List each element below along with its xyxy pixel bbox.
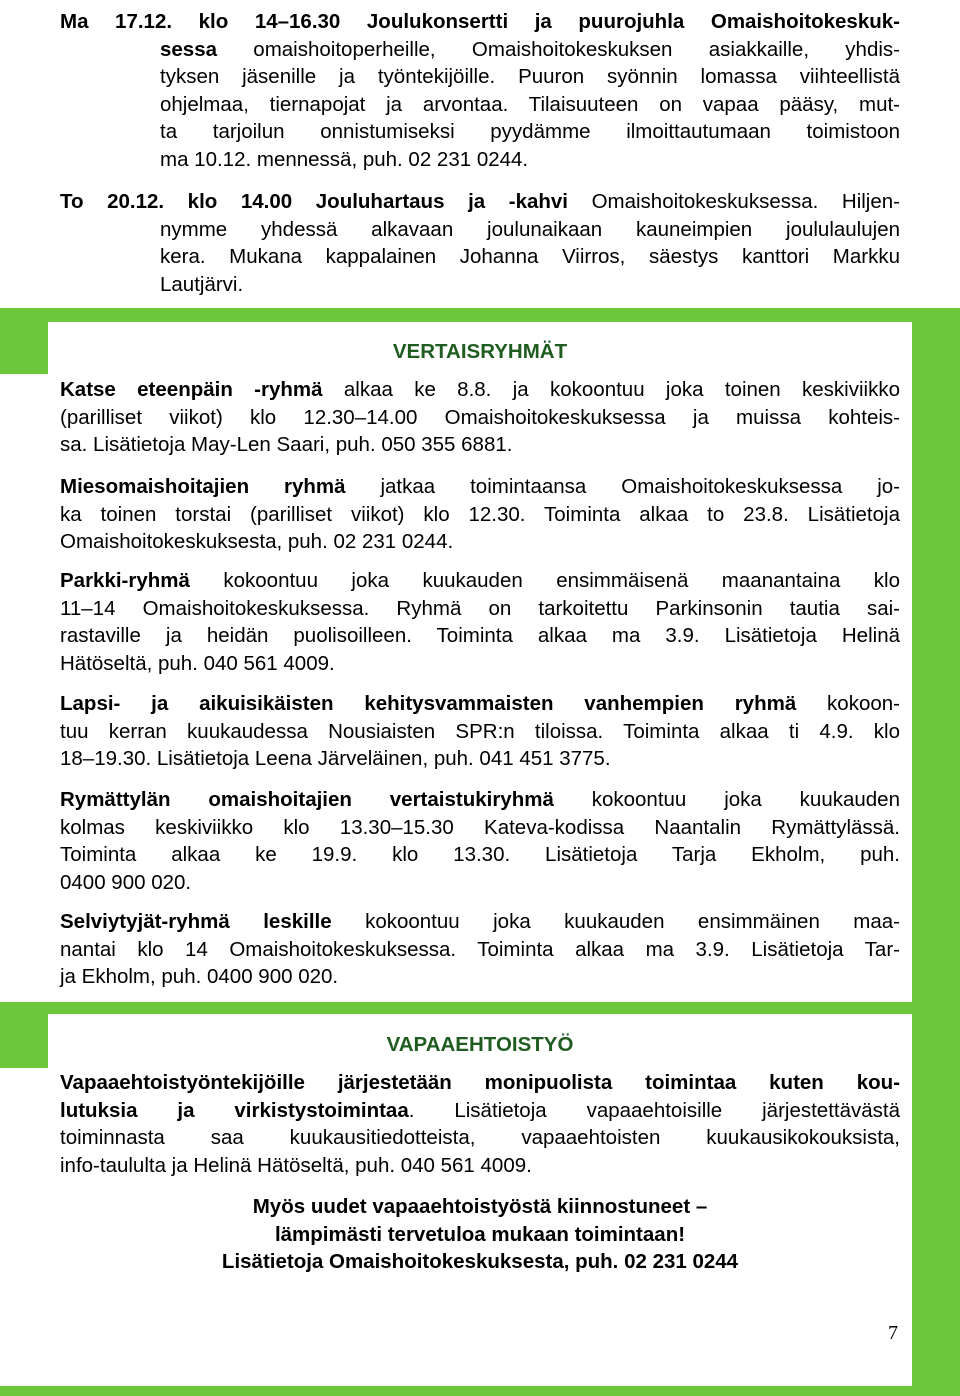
text-line: 11–14 Omaishoitokeskuksessa. Ryhmä on tarkoitettu Parkinsonin tautia sai- <box>60 596 900 620</box>
text-line: Toiminta alkaa ke 19.9. klo 13.30. Lisätietoja Tarja Ekholm, puh. <box>60 843 900 866</box>
text-line: Rymättylän omaishoitajien vertaistukiryhmä kokoontuu joka kuukauden <box>60 788 900 811</box>
text-line: lutuksia ja virkistystoimintaa. Lisätietoja vapaaehtoisille järjestettävästä <box>60 1098 900 1122</box>
section-heading-vertaisryhmat: VERTAISRYHMÄT <box>392 340 568 363</box>
closing-line: Lisätietoja Omaishoitokeskuksesta, puh. 02 231 0244 <box>221 1250 739 1273</box>
vapaaehtoistyo-closing <box>60 1193 900 1276</box>
text-line: nantai klo 14 Omaishoitokeskuksessa. Toiminta alkaa ma 3.9. Lisätietoja Tar- <box>60 937 900 961</box>
event-jouluhartaus <box>60 188 900 298</box>
text-line: Lautjärvi. <box>160 272 244 296</box>
text-line: Lapsi- ja aikuisikäisten kehitysvammaisten vanhempien ryhmä kokoon- <box>60 692 900 715</box>
text-line: Selviytyjät-ryhmä leskille kokoontuu joka kuukauden ensimmäinen maa- <box>60 910 901 933</box>
text-line: info-taululta ja Helinä Hätöseltä, puh. 040 561 4009. <box>60 1153 532 1177</box>
text-line: rastaville ja heidän puolisoilleen. Toiminta alkaa ma 3.9. Lisätietoja Helinä <box>60 624 900 647</box>
text-line: ta tarjoilun onnistumiseksi pyydämme ilmoittautumaan toimistoon <box>160 120 900 143</box>
text-line: (parilliset viikot) klo 12.30–14.00 Omaishoitokeskuksessa ja muissa kohteis- <box>60 405 900 429</box>
text-line: nymme yhdessä alkavaan joulunaikaan kauneimpien joululaulujen <box>160 217 900 241</box>
group-kehitysvammaiset <box>60 690 900 773</box>
text-line: Miesomaishoitajien ryhmä jatkaa toimintaansa Omaishoitokeskuksessa jo- <box>60 475 900 498</box>
section-heading-vapaaehtoistyo: VAPAAEHTOISTYÖ <box>386 1033 574 1056</box>
text-line: Vapaaehtoistyöntekijöille järjestetään monipuolista toimintaa kuten kou- <box>60 1071 900 1094</box>
text-line: toiminnasta saa kuukausitiedotteista, vapaaehtoisten kuukausikokouksista, <box>60 1126 900 1149</box>
green-divider-top <box>0 308 960 322</box>
group-parkki <box>60 567 900 677</box>
event-joulukonsertti <box>60 8 900 173</box>
text-line: sessa omaishoitoperheille, Omaishoitokeskuksen asiakkaille, yhdis- <box>160 37 900 61</box>
text-line: ja Ekholm, puh. 0400 900 020. <box>60 965 339 988</box>
green-divider-middle <box>0 1002 960 1014</box>
group-katse-eteenpain <box>60 376 900 459</box>
text-line: 18–19.30. Lisätietoja Leena Järveläinen, puh. 041 451 3775. <box>60 747 611 770</box>
text-line: ka toinen torstai (parilliset viikot) klo 12.30. Toiminta alkaa to 23.8. Lisätietoja <box>60 502 900 526</box>
page-number: 7 <box>888 1322 898 1344</box>
text-line: sa. Lisätietoja May-Len Saari, puh. 050 355 6881. <box>60 433 513 456</box>
text-line: ma 10.12. mennessä, puh. 02 231 0244. <box>160 147 529 171</box>
text-line: Omaishoitokeskuksesta, puh. 02 231 0244. <box>60 530 454 553</box>
text-line: 0400 900 020. <box>60 870 192 894</box>
text-line: kera. Mukana kappalainen Johanna Viirros, säestys kanttori Markku <box>160 245 900 268</box>
closing-line: Myös uudet vapaaehtoistyöstä kiinnostuneet – <box>252 1195 708 1218</box>
text-line: Hätöseltä, puh. 040 561 4009. <box>60 651 335 675</box>
closing-line: lämpimästi tervetuloa mukaan toimintaan! <box>274 1222 686 1246</box>
green-bottom-bar <box>0 1386 960 1396</box>
text-line: Katse eteenpäin -ryhmä alkaa ke 8.8. ja kokoontuu joka toinen keskiviikko <box>60 378 900 401</box>
group-selviytyjat <box>60 908 900 991</box>
text-line: ohjelmaa, tiernapojat ja arvontaa. Tilaisuuteen on vapaa pääsy, mut- <box>160 92 900 116</box>
text-line: Parkki-ryhmä kokoontuu joka kuukauden ensimmäisenä maanantaina klo <box>60 569 900 592</box>
group-rymattyla <box>60 786 900 896</box>
text-line: tuu kerran kuukaudessa Nousiaisten SPR:n tiloissa. Toiminta alkaa ti 4.9. klo <box>60 719 900 743</box>
text-line: To 20.12. klo 14.00 Jouluhartaus ja -kahvi Omaishoitokeskuksessa. Hiljen- <box>60 190 900 213</box>
green-right-bar <box>912 308 960 1396</box>
text-line: tyksen jäsenille ja työntekijöille. Puuron syönnin lomassa viihteellistä <box>160 65 900 88</box>
group-miesomaishoitajat <box>60 473 900 556</box>
text-line: Ma 17.12. klo 14–16.30 Joulukonsertti ja puurojuhla Omaishoitokeskuk- <box>60 10 900 33</box>
text-line: kolmas keskiviikko klo 13.30–15.30 Kateva-kodissa Naantalin Rymättylässä. <box>60 815 900 839</box>
vapaaehtoistyo-text <box>60 1069 900 1179</box>
